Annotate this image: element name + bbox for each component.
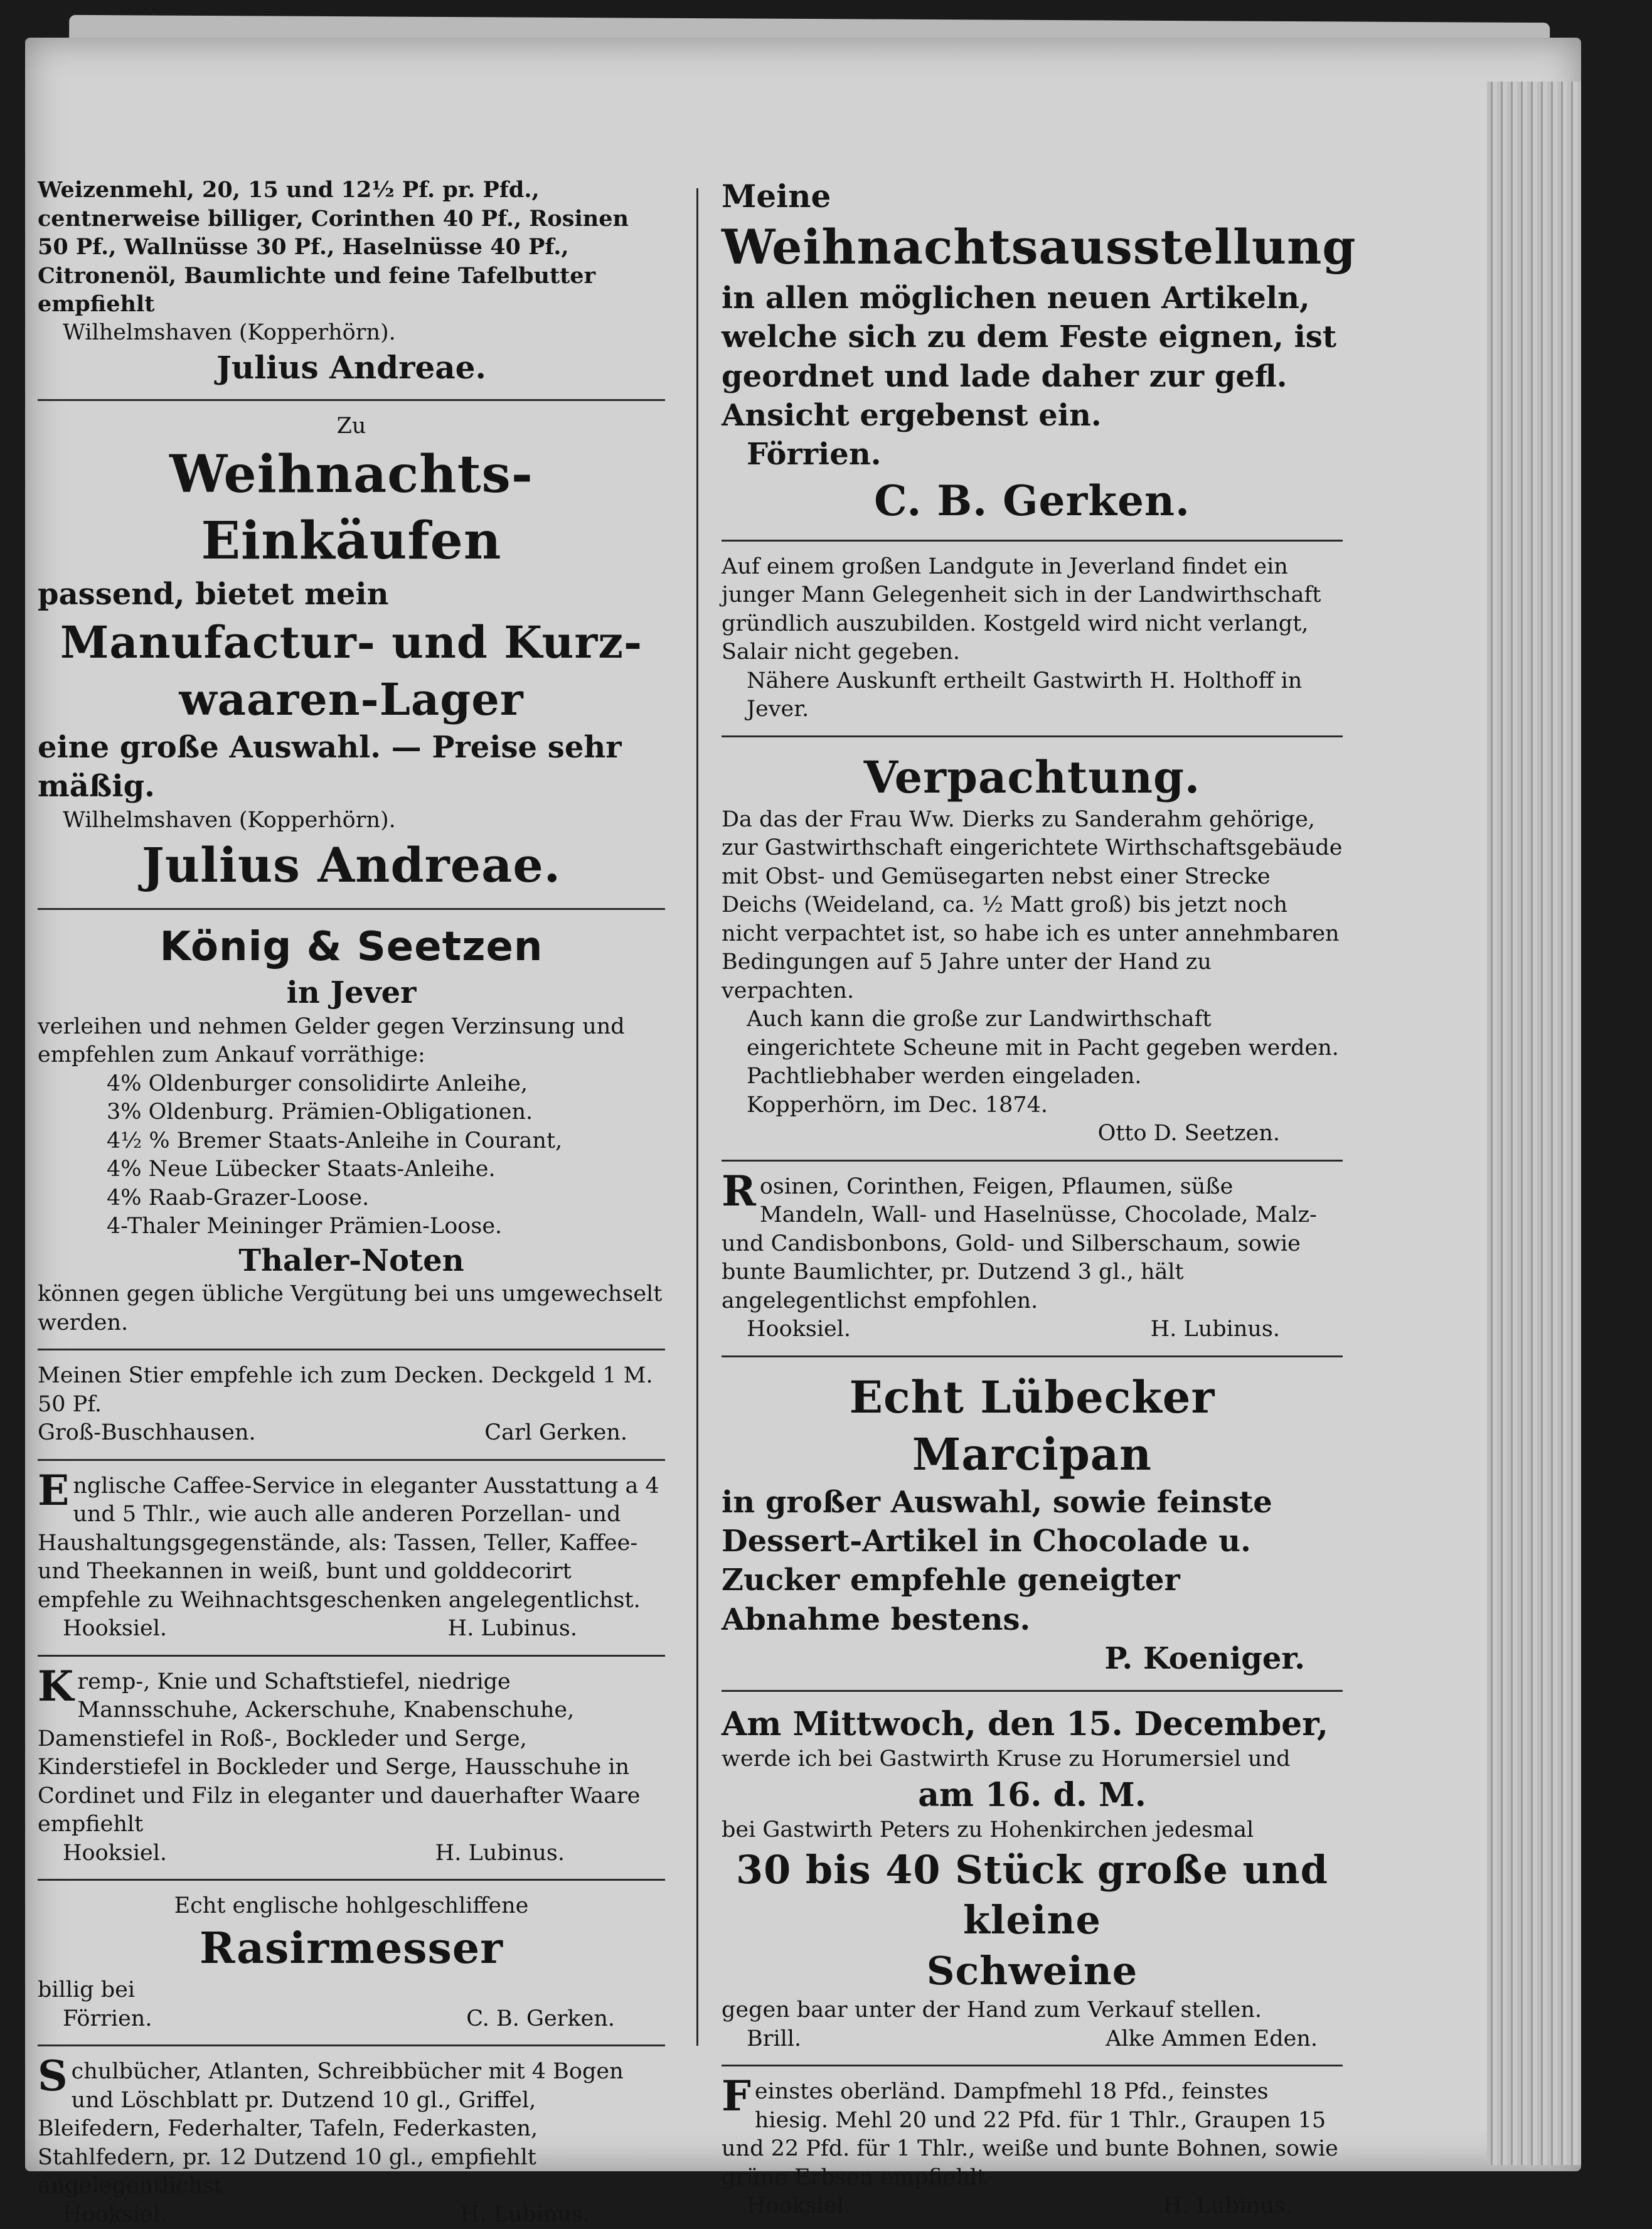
ad-place: Hooksiel.	[747, 2193, 851, 2219]
ad-separator	[38, 1655, 665, 1657]
ad-title2: Schweine	[926, 1947, 1138, 1994]
ad-text	[38, 1661, 665, 1839]
ad-signer: Julius Andreae.	[141, 837, 562, 894]
ad-line: passend, bietet mein	[38, 576, 389, 612]
ad-schweine	[722, 1703, 1343, 2054]
ad-footer	[38, 1839, 665, 1868]
ad-landgut	[722, 553, 1343, 724]
ad-place: Förrien.	[747, 437, 882, 473]
ad-footer	[722, 2025, 1343, 2054]
ad-stier	[38, 1362, 665, 1448]
ad-line: bei Gastwirth Peters zu Hohenkirchen jedesmal	[722, 1817, 1254, 1843]
ad-line: am 16. d. M.	[918, 1775, 1146, 1814]
ad-place: Wilhelmshaven (Kopperhörn).	[63, 319, 396, 345]
ad-footer	[38, 2005, 665, 2034]
ad-dampfmehl	[722, 2071, 1343, 2221]
ad-verpachtung	[722, 749, 1343, 1148]
ad-text: Meinen Stier empfehle ich zum Decken. Deckgeld 1 M. 50 Pf.	[38, 1363, 653, 1417]
ad-title: Echt Lübecker Marcipan	[849, 1371, 1215, 1480]
ad-heading: Thaler-Noten	[238, 1243, 464, 1278]
ad-text: in großer Auswahl, sowie feinste Dessert-Artikel in Chocolade u. Zucker empfehle geneigter Abnahme bestens.	[722, 1484, 1272, 1637]
ad-signer: H. Lubinus.	[435, 1840, 565, 1866]
ad-text	[722, 1166, 1343, 1316]
ad-place: Groß-Buschhausen.	[38, 1420, 256, 1446]
ad-text	[38, 2051, 665, 2201]
ad-title: Weihnachts-Einkäufen	[169, 444, 533, 572]
ad-text: Pachtliebhaber werden eingeladen.	[747, 1064, 1142, 1089]
ad-body: remp-, Knie und Schaftstiefel, niedrige Mannsschuhe, Ackerschuhe, Knabenschuhe, Damenstiefel in Roß-, Bockleder und Serge, Kinderstiefel in Bockleder und Serge, Hausschuhe in Cordinet und Filz in eleganter und dauerhafter Waare empfiehlt	[38, 1669, 641, 1837]
ad-place: Brill.	[747, 2026, 802, 2051]
ad-weihnachts-einkaeufe	[38, 412, 665, 897]
ad-signer: C. B. Gerken.	[466, 2006, 615, 2031]
ad-line: billig bei	[38, 1977, 136, 2003]
ad-title: König & Seetzen	[159, 924, 543, 971]
ad-item: 3% Oldenburg. Prämien-Obligationen.	[107, 1099, 533, 1125]
ad-signer: C. B. Gerken.	[874, 476, 1190, 525]
ad-text: verleihen und nehmen Gelder gegen Verzinsung und empfehlen zum Ankauf vorräthige:	[38, 1013, 625, 1068]
ad-place: Hooksiel.	[63, 1616, 168, 1642]
ad-text: Auch kann die große zur Landwirthschaft eingerichtete Scheune mit in Pacht gegeben werden.	[747, 1007, 1339, 1061]
ad-caffee-service	[38, 1465, 665, 1644]
ad-subtitle: in Jever	[286, 975, 417, 1011]
ad-title: Verpachtung.	[863, 751, 1201, 803]
ad-body: chulbücher, Atlanten, Schreibbücher mit 4 Bogen und Löschblatt pr. Dutzend 10 gl., Griffel, Bleifedern, Federhalter, Tafeln, Federkasten, Stahlfedern, pr. 12 Dutzend 10 gl., empfiehlt angelegentlichst	[38, 2059, 624, 2199]
ad-line: waaren-Lager	[179, 673, 524, 726]
ad-signer: H. Lubinus.	[1150, 1317, 1280, 1342]
page-stack-edge	[1487, 82, 1581, 2165]
dropcap: R	[722, 1166, 756, 1216]
ad-separator	[38, 1879, 665, 1881]
ad-text: Da das der Frau Ww. Dierks zu Sanderahm gehörige, zur Gastwirthschaft eingerichtete Wirthschaftsgebäude mit Obst- und Gemüsegarten nebst einer Strecke Deichs (Weideland, ca. ½ Matt groß) bis jetzt noch nicht verpachtet ist, so habe ich es unter annehmbaren Bedingungen auf 5 Jahre unter der Hand zu verpachten.	[722, 806, 1343, 1003]
ad-item: 4% Neue Lübecker Staats-Anleihe.	[107, 1157, 496, 1182]
ad-separator	[38, 1459, 665, 1461]
ad-title: Weihnachtsausstellung	[722, 219, 1356, 275]
ad-text: können gegen übliche Vergütung bei uns umgewechselt werden.	[38, 1281, 663, 1335]
ad-line: Meine	[722, 178, 831, 215]
ad-signer: Julius Andreae.	[216, 349, 486, 386]
ad-date: Kopperhörn, im Dec. 1874.	[747, 1092, 1048, 1118]
ad-rasirmesser	[38, 1892, 665, 2033]
ad-title: Rasirmesser	[200, 1923, 503, 1974]
ad-marcipan	[722, 1369, 1343, 1679]
dropcap: K	[38, 1661, 74, 1711]
ad-place: Wilhelmshaven (Kopperhörn).	[63, 807, 396, 833]
ad-separator	[38, 1349, 665, 1350]
ad-separator	[722, 1690, 1343, 1692]
ad-signer: P. Koeniger.	[1104, 1641, 1305, 1677]
ad-signer: H. Lubinus.	[447, 1616, 577, 1642]
ad-text: Weizenmehl, 20, 15 und 12½ Pf. pr. Pfd., centnerweise billiger, Corinthen 40 Pf., Rosinen 50 Pf., Wallnüsse 30 Pf., Haselnüsse 40 Pf., Citronenöl, Baumlichte und feine Tafelbutter empfiehlt	[38, 177, 629, 317]
ad-place: Hooksiel.	[747, 1317, 851, 1342]
ad-footer	[38, 2201, 665, 2229]
ad-text	[38, 1465, 665, 1615]
ad-body: nglische Caffee-Service in eleganter Ausstattung a 4 und 5 Thlr., wie auch alle anderen Porzellan- und Haushaltungsgegenstände, als: Tassen, Teller, Kaffee- und Theekannen in weiß, bunt und golddecorirt empfehle zu Weihnachtsgeschenken angelegentlichst.	[38, 1473, 659, 1613]
ad-rosinen	[722, 1166, 1343, 1344]
ad-weizenmehl	[38, 176, 665, 388]
ad-footer	[38, 1615, 665, 1644]
ad-place: Förrien.	[63, 2006, 152, 2031]
ad-line: eine große Auswahl. — Preise sehr mäßig.	[38, 730, 622, 804]
ad-signer: H. Lubinus.	[1163, 2193, 1292, 2219]
ad-weihnachtsausstellung	[722, 176, 1356, 528]
ad-line: Manufactur- und Kurz-	[60, 616, 643, 669]
ad-separator	[722, 2065, 1343, 2066]
ad-item: 4% Raab-Grazer-Loose.	[107, 1185, 370, 1211]
dropcap: S	[38, 2051, 68, 2101]
ad-line: gegen baar unter der Hand zum Verkauf stellen.	[722, 1997, 1262, 2023]
ad-place: Hooksiel.	[63, 1840, 168, 1866]
ad-title: 30 bis 40 Stück große und kleine	[736, 1846, 1328, 1943]
ad-text: in allen möglichen neuen Artikeln, welche sich zu dem Feste eignen, ist geordnet und lade daher zur gefl. Ansicht ergebenst ein.	[722, 280, 1336, 433]
ad-separator	[722, 1160, 1343, 1162]
left-column	[38, 176, 665, 2229]
ad-separator	[722, 735, 1343, 737]
ad-stiefel	[38, 1661, 665, 1868]
ad-separator	[38, 399, 665, 401]
ad-text: Nähere Auskunft ertheilt Gastwirth H. Holthoff in Jever.	[747, 668, 1303, 722]
ad-koenig-seetzen	[38, 921, 665, 1337]
ad-signer: Otto D. Seetzen.	[1097, 1121, 1280, 1147]
dropcap: E	[38, 1465, 70, 1515]
ad-separator	[722, 540, 1343, 542]
column-divider	[696, 188, 698, 2046]
dropcap: F	[722, 2071, 751, 2121]
ad-footer	[722, 1315, 1343, 1344]
ad-line: werde ich bei Gastwirth Kruse zu Horumersiel und	[722, 1746, 1291, 1772]
ad-schulbuecher	[38, 2051, 665, 2229]
ad-text: Auf einem großen Landgute in Jeverland findet ein junger Mann Gelegenheit sich in der Landwirthschaft gründlich auszubilden. Kostgeld wird nicht verlangt, Salair nicht gegeben.	[722, 553, 1321, 665]
ad-zu: Zu	[336, 414, 366, 439]
ad-text	[722, 2071, 1343, 2192]
ad-place: Hooksiel.	[63, 2201, 168, 2227]
ad-footer	[722, 2192, 1343, 2221]
ad-item: 4-Thaler Meininger Prämien-Loose.	[107, 1214, 503, 1239]
ad-body: einstes oberländ. Dampfmehl 18 Pfd., feinstes hiesig. Mehl 20 und 22 Pfd. für 1 Thlr., Graupen 15 und 22 Pfd. für 1 Thlr., weiße und bunte Bohnen, sowie grüne Erbsen empfiehlt	[722, 2079, 1338, 2190]
ad-signer: Alke Ammen Eden.	[1106, 2026, 1318, 2051]
ad-separator	[38, 908, 665, 910]
ad-separator	[38, 2045, 665, 2046]
ad-separator	[722, 1355, 1343, 1357]
ad-signer: H. Lubinus.	[460, 2201, 590, 2227]
ad-body: osinen, Corinthen, Feigen, Pflaumen, süße Mandeln, Wall- und Haselnüsse, Chocolade, Malz- und Candisbonbons, Gold- und Silberschaum, sowie bunte Baumlichter, pr. Dutzend 3 gl., hält angelegentlichst empfohlen.	[722, 1173, 1317, 1313]
ad-signer: Carl Gerken.	[484, 1420, 627, 1446]
ad-item: 4% Oldenburger consolidirte Anleihe,	[107, 1071, 528, 1096]
ad-heading: Am Mittwoch, den 15. December,	[722, 1704, 1328, 1743]
ad-footer	[38, 1419, 665, 1448]
ad-item: 4½ % Bremer Staats-Anleihe in Courant,	[107, 1128, 563, 1153]
ad-line: Echt englische hohlgeschliffene	[174, 1893, 529, 1919]
right-column	[722, 176, 1356, 2221]
